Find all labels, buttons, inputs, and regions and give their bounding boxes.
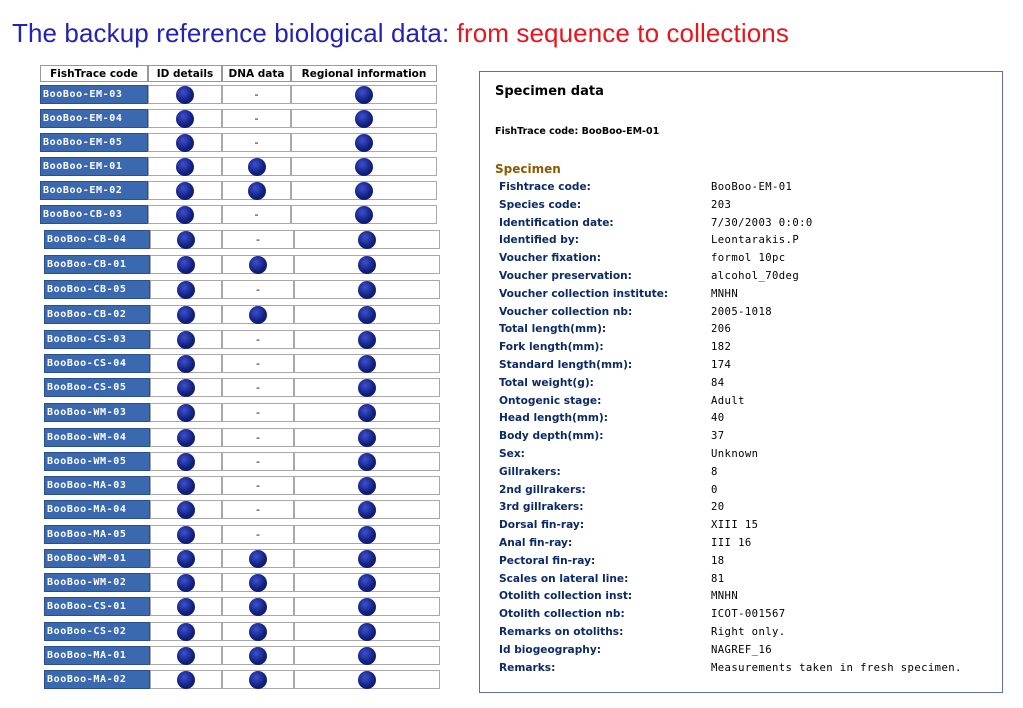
field-label: Identified by:	[499, 234, 579, 247]
table-row[interactable]	[44, 378, 440, 397]
table-row[interactable]	[44, 428, 440, 447]
regional-cell	[294, 573, 440, 592]
header-regional-information: Regional information	[291, 65, 437, 82]
table-row[interactable]	[44, 500, 440, 519]
field-label: Id biogeography:	[499, 643, 601, 656]
filled-circle-icon[interactable]	[177, 306, 195, 324]
dna-cell	[222, 670, 294, 689]
field-value: 40	[711, 412, 725, 425]
fishtrace-code-cell[interactable]: BooBoo-EM-05	[40, 133, 148, 152]
dna-cell	[222, 597, 294, 616]
field-label: 2nd gillrakers:	[499, 483, 586, 496]
regional-cell	[294, 670, 440, 689]
fishtrace-code-cell[interactable]: BooBoo-CB-04	[44, 230, 150, 249]
field-value: 203	[711, 198, 732, 211]
field-value: formol 10pc	[711, 252, 786, 265]
filled-circle-icon[interactable]	[177, 550, 195, 568]
regional-cell	[291, 133, 437, 152]
filled-circle-icon[interactable]	[176, 206, 194, 224]
fishtrace-code-cell[interactable]: BooBoo-MA-01	[44, 646, 150, 665]
filled-circle-icon[interactable]	[177, 526, 195, 544]
table-row[interactable]	[40, 109, 436, 128]
table-row[interactable]	[40, 85, 436, 104]
field-label: Otolith collection inst:	[499, 590, 633, 603]
fishtrace-code-cell[interactable]: BooBoo-CB-05	[44, 280, 150, 299]
regional-cell	[294, 255, 440, 274]
field-label: Total length(mm):	[499, 323, 607, 336]
field-label: Remarks:	[499, 661, 556, 674]
filled-circle-icon[interactable]	[177, 574, 195, 592]
id-cell	[150, 622, 222, 641]
field-value: III 16	[711, 537, 752, 549]
dna-cell	[222, 622, 294, 641]
filled-circle-icon[interactable]	[358, 355, 376, 373]
table-row[interactable]	[44, 622, 440, 641]
header-id-details: ID details	[148, 65, 222, 82]
filled-circle-icon[interactable]	[176, 182, 194, 200]
table-row[interactable]	[40, 181, 436, 200]
fishtrace-code-cell[interactable]: BooBoo-WM-03	[44, 403, 150, 422]
field-value: ICOT-001567	[711, 608, 786, 621]
dna-cell	[222, 157, 291, 176]
filled-circle-icon[interactable]	[358, 550, 376, 568]
dna-cell	[222, 133, 291, 152]
filled-circle-icon[interactable]	[358, 306, 376, 324]
id-cell	[150, 378, 222, 397]
empty-value-dash: -	[256, 333, 260, 346]
filled-circle-icon[interactable]	[176, 134, 194, 152]
filled-circle-icon[interactable]	[249, 550, 267, 568]
filled-circle-icon[interactable]	[248, 158, 266, 176]
id-cell	[150, 670, 222, 689]
filled-circle-icon[interactable]	[355, 158, 373, 176]
field-value: NAGREF_16	[711, 643, 773, 656]
fishtrace-code-cell[interactable]: BooBoo-WM-05	[44, 452, 150, 471]
table-row[interactable]	[44, 452, 440, 471]
filled-circle-icon[interactable]	[177, 404, 195, 422]
id-cell	[150, 597, 222, 616]
field-label: Standard length(mm):	[499, 359, 633, 371]
field-value: 7/30/2003 0:0:0	[711, 216, 813, 229]
regional-cell	[294, 646, 440, 665]
field-value: 8	[711, 465, 718, 478]
id-cell	[150, 428, 222, 447]
field-label: Fork length(mm):	[499, 341, 604, 354]
table-row[interactable]	[44, 646, 440, 665]
field-label: Voucher fixation:	[499, 252, 601, 265]
filled-circle-icon[interactable]	[358, 281, 376, 299]
filled-circle-icon[interactable]	[355, 182, 373, 200]
filled-circle-icon[interactable]	[249, 256, 267, 274]
header-fishtrace-code: FishTrace code	[40, 65, 148, 82]
empty-value-dash: -	[256, 455, 260, 468]
filled-circle-icon[interactable]	[249, 574, 267, 592]
field-label: Remarks on otoliths:	[499, 626, 624, 638]
regional-cell	[291, 85, 437, 104]
fishtrace-code-cell[interactable]: BooBoo-WM-02	[44, 573, 150, 592]
dna-cell	[222, 354, 294, 373]
field-label: Pectoral fin-ray:	[499, 554, 596, 567]
id-cell	[150, 403, 222, 422]
dna-cell	[222, 85, 291, 104]
filled-circle-icon[interactable]	[248, 182, 266, 200]
filled-circle-icon[interactable]	[177, 598, 195, 616]
regional-cell	[294, 597, 440, 616]
id-cell	[150, 255, 222, 274]
table-row[interactable]	[44, 255, 440, 274]
regional-cell	[291, 109, 437, 128]
filled-circle-icon[interactable]	[358, 501, 376, 519]
fishtrace-code-cell[interactable]: BooBoo-EM-02	[40, 181, 148, 200]
fishtrace-code-cell[interactable]: BooBoo-EM-01	[40, 157, 148, 176]
dna-cell	[222, 549, 294, 568]
regional-cell	[294, 452, 440, 471]
field-label: Ontogenic stage:	[499, 394, 602, 407]
filled-circle-icon[interactable]	[355, 206, 373, 224]
field-value: 0	[711, 483, 718, 496]
regional-cell	[294, 305, 440, 324]
filled-circle-icon[interactable]	[358, 429, 376, 447]
fishtrace-code-cell[interactable]: BooBoo-CS-04	[44, 354, 150, 373]
id-cell	[148, 205, 222, 224]
filled-circle-icon[interactable]	[177, 256, 195, 274]
filled-circle-icon[interactable]	[177, 331, 195, 349]
specimen-panel	[479, 71, 1003, 693]
id-cell	[150, 280, 222, 299]
empty-value-dash: -	[256, 479, 260, 492]
field-value: alcohol_70deg	[711, 270, 800, 282]
table-row[interactable]	[40, 133, 436, 152]
id-cell	[148, 181, 222, 200]
table-row[interactable]	[44, 525, 440, 544]
table-row[interactable]	[44, 305, 440, 324]
fishtrace-code-cell[interactable]: BooBoo-CB-01	[44, 255, 150, 274]
dna-cell	[222, 476, 294, 495]
field-value: 18	[711, 554, 725, 567]
filled-circle-icon[interactable]	[176, 86, 194, 104]
fishtrace-code-cell[interactable]: BooBoo-WM-01	[44, 549, 150, 568]
table-row[interactable]	[44, 354, 440, 373]
fishtrace-code-cell[interactable]: BooBoo-MA-04	[44, 500, 150, 519]
fishtrace-code-cell[interactable]: BooBoo-CS-05	[44, 378, 150, 397]
id-cell	[150, 354, 222, 373]
dna-cell	[222, 525, 294, 544]
filled-circle-icon[interactable]	[358, 256, 376, 274]
id-cell	[150, 305, 222, 324]
filled-circle-icon[interactable]	[177, 623, 195, 641]
dna-cell	[222, 646, 294, 665]
field-label: Dorsal fin-ray:	[499, 519, 585, 532]
filled-circle-icon[interactable]	[358, 453, 376, 471]
regional-cell	[294, 622, 440, 641]
empty-value-dash: -	[256, 528, 260, 541]
filled-circle-icon[interactable]	[355, 110, 373, 128]
fishtrace-code-cell[interactable]: BooBoo-EM-03	[40, 85, 148, 104]
field-value: Unknown	[711, 448, 759, 460]
title-prefix: The backup reference biological data:	[12, 18, 457, 48]
empty-value-dash: -	[254, 136, 259, 149]
id-cell	[148, 157, 222, 176]
filled-circle-icon[interactable]	[177, 477, 195, 495]
field-value: XIII 15	[711, 519, 759, 532]
fishtrace-code-cell[interactable]: BooBoo-CS-02	[44, 622, 150, 641]
table-row[interactable]	[44, 403, 440, 422]
dna-cell	[222, 428, 294, 447]
slide-title	[12, 18, 789, 49]
fishtrace-code-cell[interactable]: BooBoo-MA-02	[44, 670, 150, 689]
empty-value-dash: -	[256, 357, 260, 370]
empty-value-dash: -	[256, 283, 260, 296]
dna-cell	[222, 305, 294, 324]
table-row[interactable]	[44, 476, 440, 495]
table-row[interactable]	[44, 670, 440, 689]
field-label: Voucher preservation:	[499, 270, 632, 282]
fishtrace-code-cell[interactable]: BooBoo-EM-04	[40, 109, 148, 128]
dna-cell	[222, 378, 294, 397]
table-row[interactable]	[44, 597, 440, 616]
table-row[interactable]	[44, 330, 440, 349]
id-cell	[150, 573, 222, 592]
regional-cell	[294, 378, 440, 397]
dna-cell	[222, 109, 291, 128]
empty-value-dash: -	[254, 88, 259, 101]
field-value: Leontarakis.P	[711, 234, 800, 247]
id-cell	[150, 452, 222, 471]
empty-value-dash: -	[256, 503, 260, 516]
regional-cell	[294, 354, 440, 373]
regional-cell	[294, 330, 440, 349]
fishtrace-code-cell[interactable]: BooBoo-CB-02	[44, 305, 150, 324]
table-row[interactable]	[40, 157, 436, 176]
fishtrace-code-cell[interactable]: BooBoo-WM-04	[44, 428, 150, 447]
field-label: Total weight(g):	[499, 376, 594, 389]
table-row[interactable]	[44, 230, 440, 249]
regional-cell	[294, 280, 440, 299]
filled-circle-icon[interactable]	[358, 647, 376, 665]
field-value: BooBoo-EM-01	[711, 181, 793, 193]
regional-cell	[294, 549, 440, 568]
filled-circle-icon[interactable]	[177, 355, 195, 373]
id-cell	[150, 330, 222, 349]
title-highlight: from sequence to collections	[456, 18, 789, 48]
field-label: Otolith collection nb:	[499, 608, 625, 621]
regional-cell	[294, 230, 440, 249]
dna-cell	[222, 403, 294, 422]
fishtrace-code-cell[interactable]: BooBoo-CS-01	[44, 597, 150, 616]
filled-circle-icon[interactable]	[176, 158, 194, 176]
fishtrace-code-cell[interactable]: BooBoo-CB-03	[40, 205, 148, 224]
regional-cell	[294, 403, 440, 422]
field-value: MNHN	[711, 287, 739, 300]
id-cell	[148, 85, 222, 104]
empty-value-dash: -	[256, 406, 260, 419]
fishtrace-code-cell[interactable]: BooBoo-MA-03	[44, 476, 150, 495]
filled-circle-icon[interactable]	[176, 110, 194, 128]
filled-circle-icon[interactable]	[355, 134, 373, 152]
filled-circle-icon[interactable]	[358, 404, 376, 422]
fishtrace-code-cell[interactable]: BooBoo-CS-03	[44, 330, 150, 349]
field-value: 81	[711, 572, 725, 585]
filled-circle-icon[interactable]	[358, 331, 376, 349]
regional-cell	[291, 157, 437, 176]
field-value: 2005-1018	[711, 305, 773, 318]
specimen-panel-title: Specimen data	[495, 84, 604, 99]
field-label: Fishtrace code:	[499, 181, 591, 193]
dna-cell	[222, 230, 294, 249]
filled-circle-icon[interactable]	[358, 231, 376, 249]
filled-circle-icon[interactable]	[358, 671, 376, 689]
field-label: 3rd gillrakers:	[499, 501, 584, 514]
empty-value-dash: -	[254, 208, 259, 221]
regional-cell	[294, 500, 440, 519]
dna-cell	[222, 452, 294, 471]
specimen-section-title: Specimen	[495, 162, 561, 176]
filled-circle-icon[interactable]	[249, 306, 267, 324]
dna-cell	[222, 181, 291, 200]
filled-circle-icon[interactable]	[249, 598, 267, 616]
field-value: 37	[711, 430, 725, 443]
field-value: Measurements taken in fresh specimen.	[711, 661, 962, 674]
table-row[interactable]	[44, 573, 440, 592]
field-value: 20	[711, 501, 725, 514]
fishtrace-code-cell[interactable]: BooBoo-MA-05	[44, 525, 150, 544]
filled-circle-icon[interactable]	[177, 379, 195, 397]
field-label: Gillrakers:	[499, 465, 561, 478]
filled-circle-icon[interactable]	[177, 453, 195, 471]
field-value: Adult	[711, 394, 745, 407]
filled-circle-icon[interactable]	[358, 623, 376, 641]
fishtrace-code-line: FishTrace code: BooBoo-EM-01	[495, 126, 660, 137]
regional-cell	[294, 476, 440, 495]
filled-circle-icon[interactable]	[177, 647, 195, 665]
field-label: Voucher collection institute:	[499, 287, 669, 300]
field-label: Species code:	[499, 198, 582, 211]
filled-circle-icon[interactable]	[358, 598, 376, 616]
field-value: 182	[711, 341, 732, 354]
header-dna-data: DNA data	[222, 65, 291, 82]
filled-circle-icon[interactable]	[249, 671, 267, 689]
empty-value-dash: -	[256, 381, 260, 394]
field-label: Scales on lateral line:	[499, 572, 629, 585]
filled-circle-icon[interactable]	[355, 86, 373, 104]
regional-cell	[294, 428, 440, 447]
filled-circle-icon[interactable]	[358, 526, 376, 544]
field-value: 174	[711, 359, 732, 371]
dna-cell	[222, 205, 291, 224]
filled-circle-icon[interactable]	[249, 647, 267, 665]
table-row[interactable]	[40, 205, 436, 224]
dna-cell	[222, 573, 294, 592]
table-row[interactable]	[44, 549, 440, 568]
field-label: Head length(mm):	[499, 412, 609, 425]
field-label: Body depth(mm):	[499, 430, 604, 443]
regional-cell	[294, 525, 440, 544]
dna-cell	[222, 255, 294, 274]
field-label: Voucher collection nb:	[499, 305, 633, 318]
id-cell	[148, 109, 222, 128]
filled-circle-icon[interactable]	[249, 623, 267, 641]
filled-circle-icon[interactable]	[358, 379, 376, 397]
id-cell	[150, 500, 222, 519]
filled-circle-icon[interactable]	[358, 574, 376, 592]
filled-circle-icon[interactable]	[177, 231, 195, 249]
field-value: 84	[711, 376, 725, 389]
id-cell	[150, 476, 222, 495]
filled-circle-icon[interactable]	[358, 477, 376, 495]
filled-circle-icon[interactable]	[177, 429, 195, 447]
field-label: Identification date:	[499, 216, 614, 229]
field-label: Sex:	[499, 448, 525, 460]
id-cell	[150, 646, 222, 665]
empty-value-dash: -	[256, 431, 260, 444]
id-cell	[150, 230, 222, 249]
dna-cell	[222, 280, 294, 299]
regional-cell	[291, 205, 437, 224]
field-label: Anal fin-ray:	[499, 537, 573, 549]
empty-value-dash: -	[256, 233, 260, 246]
dna-cell	[222, 330, 294, 349]
filled-circle-icon[interactable]	[177, 671, 195, 689]
table-row[interactable]	[44, 280, 440, 299]
field-value: 206	[711, 323, 732, 336]
regional-cell	[291, 181, 437, 200]
id-cell	[150, 549, 222, 568]
id-cell	[150, 525, 222, 544]
id-cell	[148, 133, 222, 152]
filled-circle-icon[interactable]	[177, 281, 195, 299]
field-value: Right only.	[711, 626, 786, 638]
dna-cell	[222, 500, 294, 519]
empty-value-dash: -	[254, 112, 259, 125]
filled-circle-icon[interactable]	[177, 501, 195, 519]
field-value: MNHN	[711, 590, 739, 603]
